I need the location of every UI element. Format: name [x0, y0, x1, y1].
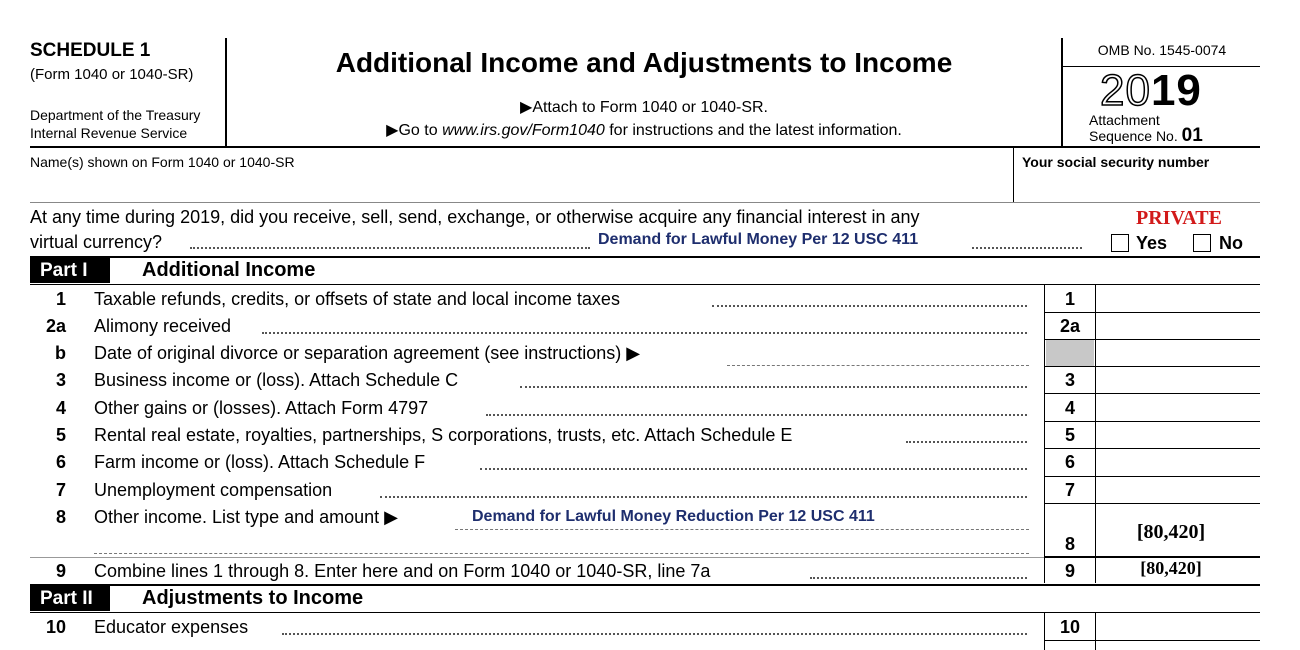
part1-top-rule	[30, 256, 1260, 258]
line-text: Farm income or (loss). Attach Schedule F	[94, 452, 426, 472]
line-text: Other gains or (losses). Attach Form 4797	[94, 398, 429, 418]
other-income-underline	[455, 529, 1029, 530]
box-label: 7	[1064, 480, 1075, 500]
no-checkbox[interactable]	[1193, 234, 1211, 252]
header-divider-left	[225, 38, 227, 146]
attachment-sequence	[1089, 112, 1259, 144]
agency-name: Internal Revenue Service	[30, 125, 188, 141]
other-income-entry[interactable]: Demand for Lawful Money Reduction Per 12 USC 411	[472, 508, 875, 525]
line-text: Educator expenses	[94, 617, 249, 637]
line-text: Combine lines 1 through 8. Enter here and on Form 1040 or 1040-SR, line 7a	[94, 561, 711, 581]
amount-field-line-4[interactable]	[1096, 398, 1246, 420]
amount-field-line-6[interactable]	[1096, 452, 1246, 474]
tax-year-bold: 19	[1150, 66, 1202, 115]
triangle-right-icon: ▶	[520, 99, 533, 116]
box-label: 2a	[1059, 316, 1081, 336]
line-text: Alimony received	[94, 316, 232, 336]
line-number: 10	[45, 617, 66, 637]
name-ssn-divider	[1013, 147, 1014, 202]
name-input[interactable]	[30, 174, 1010, 200]
line-text: Date of original divorce or separation agreement (see instructions) ▶	[94, 343, 641, 363]
form-reference: (Form 1040 or 1040-SR)	[30, 66, 194, 83]
shaded-box-2b	[1046, 340, 1094, 366]
row-rule	[1044, 640, 1260, 641]
line-text: Taxable refunds, credits, or offsets of state and local income taxes	[94, 289, 620, 309]
leader-dots	[906, 441, 1027, 443]
leader-dots	[262, 332, 1027, 334]
department-block	[30, 106, 225, 142]
line-number: 6	[55, 452, 66, 472]
private-stamp: PRIVATE	[1136, 207, 1222, 229]
line-text: Rental real estate, royalties, partnerships, S corporations, trusts, etc. Attach Schedule E	[94, 425, 793, 445]
divorce-date-input[interactable]	[727, 365, 1029, 366]
leader-dots	[712, 305, 1027, 307]
box-label: 5	[1064, 425, 1075, 445]
department-name: Department of the Treasury	[30, 107, 201, 123]
line-number: 7	[55, 480, 66, 500]
sequence-number: 01	[1181, 125, 1203, 146]
lawful-money-stamp: Demand for Lawful Money Per 12 USC 411	[598, 231, 919, 248]
ssn-input[interactable]	[1022, 174, 1258, 200]
leader-dots	[972, 247, 1082, 249]
line9-top-rule	[30, 557, 1044, 558]
line-number: 4	[55, 398, 66, 418]
virtual-currency-question-line2: virtual currency?	[30, 232, 163, 252]
part2-label: Part II	[30, 586, 110, 611]
leader-dots	[190, 247, 590, 249]
box-label: 10	[1059, 617, 1081, 637]
part2-top-rule	[30, 584, 1260, 586]
header-divider-right	[1061, 38, 1063, 146]
omb-number: OMB No. 1545-0074	[1097, 42, 1227, 58]
line-number: 8	[55, 507, 66, 527]
sequence-label: Sequence No.	[1089, 128, 1178, 144]
row-rule	[1044, 476, 1260, 477]
part2-title: Adjustments to Income	[142, 587, 364, 609]
amount-field-line-5[interactable]	[1096, 425, 1246, 447]
box-label: 3	[1064, 370, 1075, 390]
name-field-label: Name(s) shown on Form 1040 or 1040-SR	[30, 154, 295, 170]
amount-field-line-2a[interactable]	[1096, 316, 1246, 338]
tax-year	[1100, 66, 1202, 116]
leader-dots	[282, 633, 1027, 635]
amount-field-line-7[interactable]	[1096, 480, 1246, 502]
leader-dots	[520, 386, 1027, 388]
row-rule	[1044, 421, 1260, 422]
header-bottom-rule	[30, 146, 1260, 148]
leader-dots	[480, 468, 1027, 470]
leader-dots	[810, 577, 1027, 579]
line-number: 1	[55, 289, 66, 309]
name-row-rule	[30, 202, 1260, 203]
other-income-continuation-line[interactable]	[94, 553, 1029, 554]
part2-header-rule	[30, 612, 1260, 613]
row-rule	[1044, 503, 1260, 504]
ssn-field-label: Your social security number	[1022, 154, 1210, 170]
goto-prefix: Go to	[398, 122, 443, 139]
box-label: 9	[1064, 561, 1075, 581]
form-title: Additional Income and Adjustments to Income	[335, 47, 953, 78]
schedule-title: SCHEDULE 1	[30, 40, 151, 61]
goto-instruction	[228, 120, 1060, 140]
attach-text: Attach to Form 1040 or 1040-SR.	[532, 99, 768, 116]
part1-label: Part I	[30, 258, 110, 283]
irs-url-link[interactable]: www.irs.gov/Form1040	[442, 122, 605, 139]
part1-header-rule	[30, 284, 1260, 285]
no-label: No	[1219, 233, 1243, 253]
line-number: 2a	[45, 316, 66, 336]
amount-field-line-9[interactable]: [80,420]	[1140, 558, 1202, 578]
goto-suffix: for instructions and the latest information.	[604, 122, 902, 139]
tax-year-outline: 20	[1100, 66, 1151, 115]
attachment-label: Attachment	[1089, 112, 1160, 128]
virtual-currency-question-line1: At any time during 2019, did you receive, sell, send, exchange, or otherwise acquire any financial interest in any	[30, 207, 920, 227]
line-text: Unemployment compensation	[94, 480, 333, 500]
box-label: 4	[1064, 398, 1075, 418]
line-number: b	[55, 343, 66, 363]
row-rule	[1044, 448, 1260, 449]
row-rule	[1044, 312, 1260, 313]
box-label: 6	[1064, 452, 1075, 472]
yes-label: Yes	[1136, 233, 1168, 253]
leader-dots	[380, 496, 1027, 498]
yes-checkbox[interactable]	[1111, 234, 1129, 252]
line-number: 5	[55, 425, 66, 445]
line-text: Business income or (loss). Attach Schedule C	[94, 370, 459, 390]
triangle-right-icon: ▶	[386, 122, 399, 139]
leader-dots	[486, 414, 1027, 416]
line-number: 9	[55, 561, 66, 581]
row-rule	[1044, 366, 1260, 367]
box-label: 1	[1064, 289, 1075, 309]
box-label: 8	[1064, 534, 1075, 554]
amount-field-line-1[interactable]	[1096, 289, 1246, 311]
part1-title: Additional Income	[142, 259, 316, 281]
amount-field-line-8[interactable]: [80,420]	[1136, 521, 1206, 543]
attach-instruction	[228, 97, 1060, 117]
row-rule	[1044, 393, 1260, 394]
line-text: Other income. List type and amount ▶	[94, 507, 398, 527]
line-number: 3	[55, 370, 66, 390]
amount-field-line-10[interactable]	[1096, 617, 1246, 639]
amount-field-line-3[interactable]	[1096, 370, 1246, 392]
